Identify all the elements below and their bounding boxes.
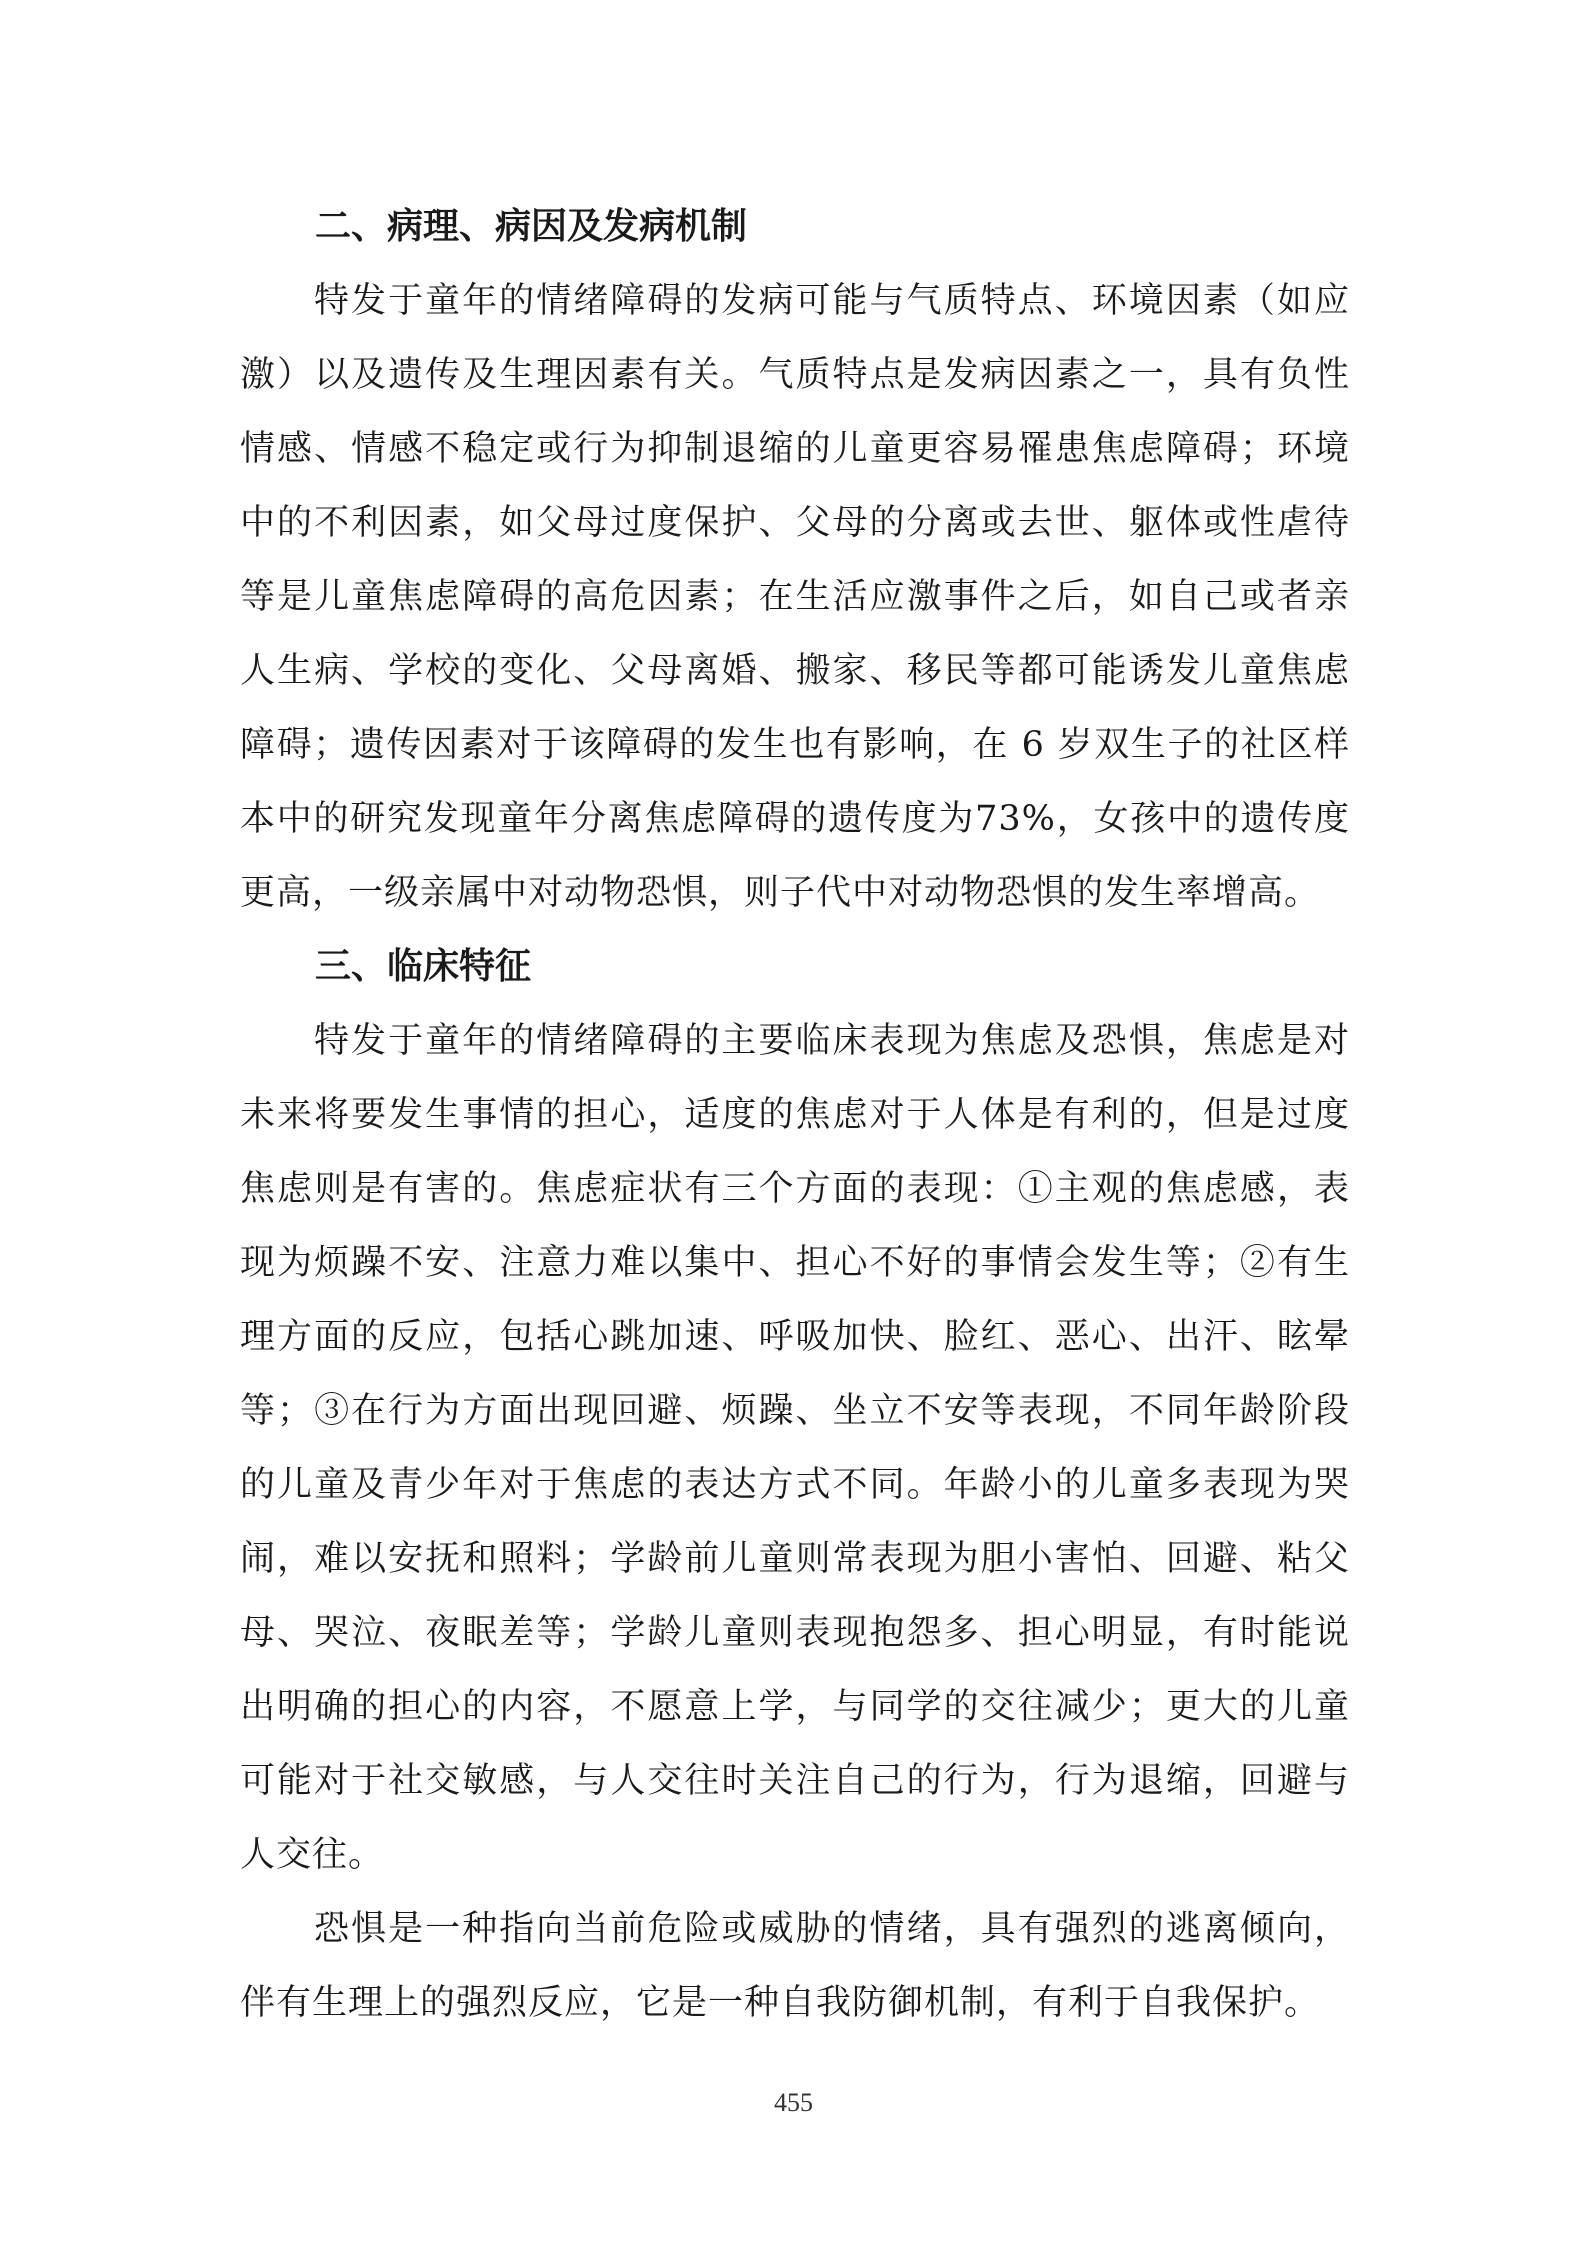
paragraph-pathology: 特发于童年的情绪障碍的发病可能与气质特点、环境因素（如应激）以及遗传及生理因素有关。气质特点是发病因素之一，具有负性情感、情感不稳定或行为抑制退缩的儿童更容易罹患焦虑障碍；环境中的不利因素，如父母过度保护、父母的分离或去世、躯体或性虐待等是儿童焦虑障碍的高危因素；在生活应激事件之后，如自己或者亲人生病、学校的变化、父母离婚、搬家、移民等都可能诱发儿童焦虑障碍；遗传因素对于该障碍的发生也有影响，在 6 岁双生子的社区样本中的研究发现童年分离焦虑障碍的遗传度为73%，女孩中的遗传度更高，一级亲属中对动物恐惧，则子代中对动物恐惧的发生率增高。 <box>240 281 1350 913</box>
page-number: 455 <box>774 2088 813 2117</box>
paragraph-clinical-fear: 恐惧是一种指向当前危险或威胁的情绪，具有强烈的逃离倾向，伴有生理上的强烈反应，它是一种自我防御机制，有利于自我保护。 <box>240 1909 1350 2023</box>
paragraph-clinical-anxiety: 特发于童年的情绪障碍的主要临床表现为焦虑及恐惧，焦虑是对未来将要发生事情的担心，适度的焦虑对于人体是有利的，但是过度焦虑则是有害的。焦虑症状有三个方面的表现：①主观的焦虑感，表现为烦躁不安、注意力难以集中、担心不好的事情会发生等；②有生理方面的反应，包括心跳加速、呼吸加快、脸红、恶心、出汗、眩晕等；③在行为方面出现回避、烦躁、坐立不安等表现，不同年龄阶段的儿童及青少年对于焦虑的表达方式不同。年龄小的儿童多表现为哭闹，难以安抚和照料；学龄前儿童则常表现为胆小害怕、回避、粘父母、哭泣、夜眠差等；学龄儿童则表现抱怨多、担心明显，有时能说出明确的担心的内容，不愿意上学，与同学的交往减少；更大的儿童可能对于社交敏感，与人交往时关注自己的行为，行为退缩，回避与人交往。 <box>240 1021 1350 1875</box>
page-content <box>240 190 1350 2040</box>
section-heading-pathology: 二、病理、病因及发病机制 <box>315 206 748 247</box>
section-heading-clinical-features: 三、临床特征 <box>315 946 532 987</box>
